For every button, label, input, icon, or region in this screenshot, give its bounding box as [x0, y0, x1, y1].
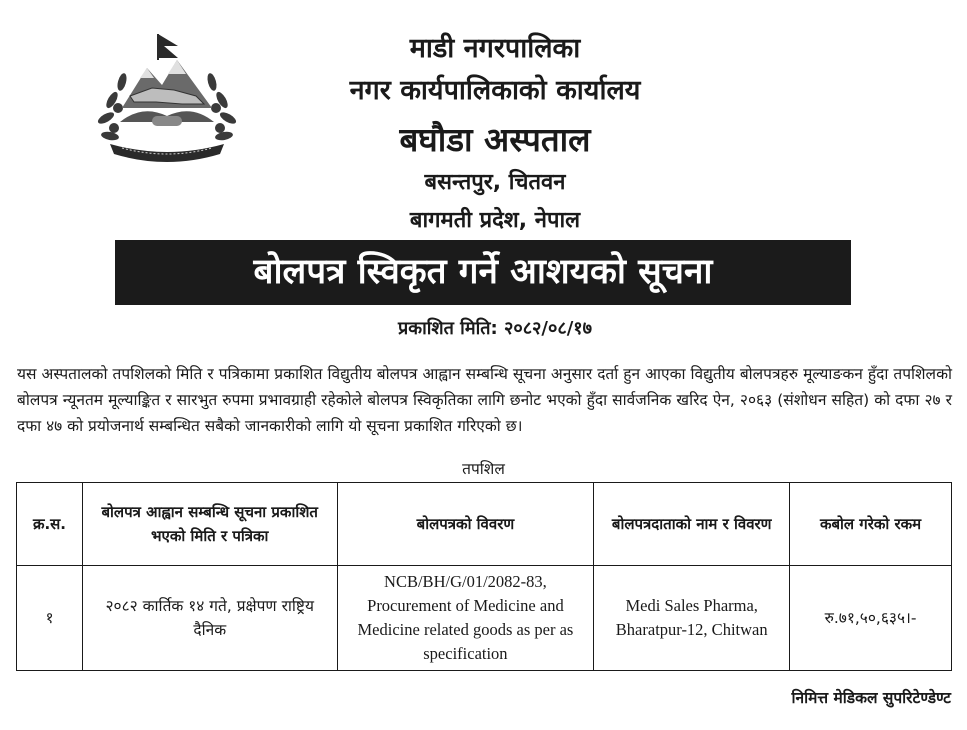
hospital-name: बघौडा अस्पताल — [399, 120, 591, 159]
office-name: नगर कार्यपालिकाको कार्यालय — [349, 75, 641, 106]
cell-bidder: Medi Sales Pharma, Bharatpur-12, Chitwan — [594, 566, 790, 671]
signatory: निमित्त मेडिकल सुपरिटेण्डेण्ट — [791, 689, 951, 707]
col-header-bidder: बोलपत्रदाताको नाम र विवरण — [594, 483, 790, 566]
address-line-2: बागमती प्रदेश, नेपाल — [409, 208, 581, 233]
address-line-1: बसन्तपुर, चितवन — [424, 170, 566, 195]
col-header-description: बोलपत्रको विवरण — [337, 483, 594, 566]
published-date: प्रकाशित मिति: २०८२/०८/१७ — [398, 318, 592, 339]
col-header-notice-date: बोलपत्र आह्वान सम्बन्धि सूचना प्रकाशित भएको मिति र पत्रिका — [82, 483, 337, 566]
cell-notice-date: २०८२ कार्तिक १४ गते, प्रक्षेपण राष्ट्रिय दैनिक — [82, 566, 337, 671]
col-header-sn: क्र.स. — [17, 483, 83, 566]
col-header-amount: कबोल गरेको रकम — [790, 483, 952, 566]
bid-table — [16, 482, 952, 671]
cell-amount: रु.७१,५०,६३५।- — [790, 566, 952, 671]
municipality-name: माडी नगरपालिका — [409, 33, 581, 64]
cell-sn: १ — [17, 566, 83, 671]
cell-description: NCB/BH/G/01/2082-83, Procurement of Medicine and Medicine related goods as per as specification — [337, 566, 594, 671]
table-row — [17, 566, 952, 671]
notice-title: बोलपत्र स्विकृत गर्ने आशयको सूचना — [115, 240, 851, 305]
notice-body: यस अस्पतालको तपशिलको मिति र पत्रिकामा प्रकाशित विद्युतीय बोलपत्र आह्वान सम्बन्धि सूचना अनुसार दर्ता हुन आएका विद्युतीय बोलपत्रहरु मूल्याङकन हुँदा तपशिलको बोलपत्र न्यूनतम मूल्याङ्कित र सारभुत रुपमा प्रभावग्राही रहेकोले बोलपत्र स्विकृतिका लागि छनोट भएको हुँदा सार्वजनिक खरिद ऐन, २०६३ (संशोधन सहित) को दफा २७ र दफा ४७ को प्रयोजनार्थ सम्बन्धित सबैको जानकारीको लागि यो सूचना प्रकाशित गरिएको छ। — [17, 365, 952, 435]
table-header-row — [17, 483, 952, 566]
schedule-label: तपशिल — [462, 460, 505, 478]
